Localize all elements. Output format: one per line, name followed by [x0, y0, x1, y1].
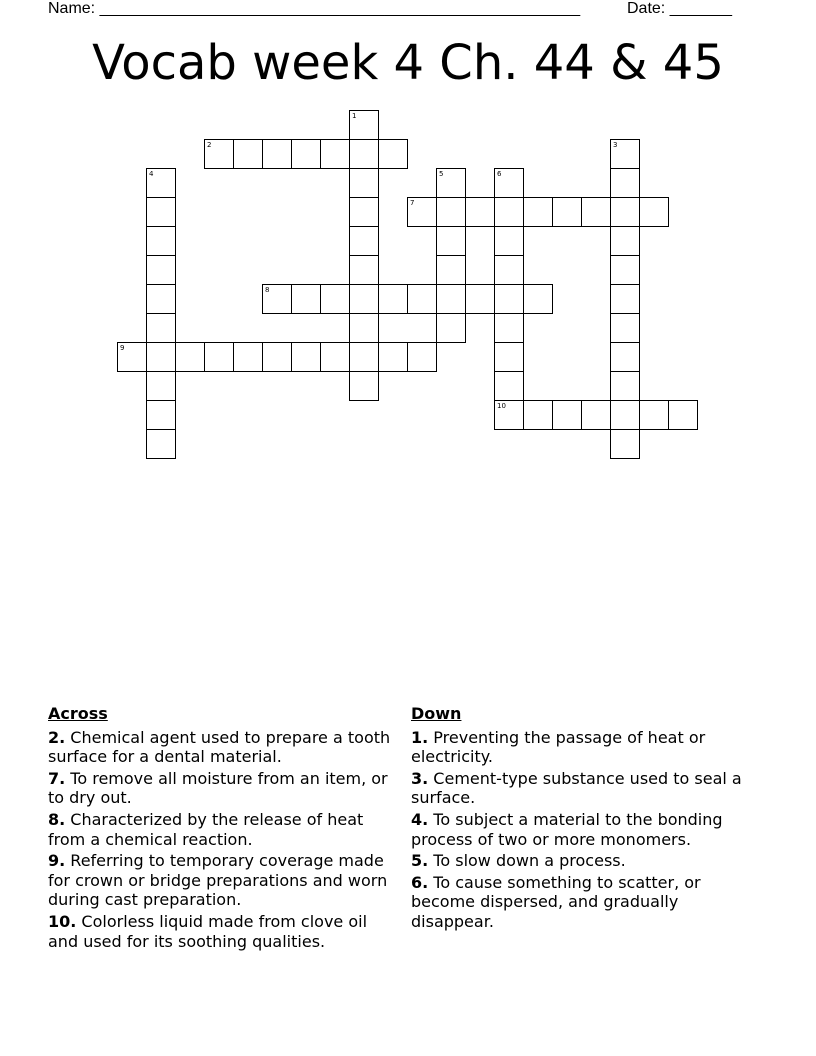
clue-number: 5: [439, 170, 444, 178]
grid-cell[interactable]: [349, 371, 379, 401]
down-clues: [411, 704, 751, 934]
grid-cell[interactable]: [146, 371, 176, 401]
clue-number-label: 5.: [411, 851, 429, 871]
across-clue: [48, 912, 400, 951]
grid-cell[interactable]: [291, 342, 321, 372]
grid-cell[interactable]: [494, 197, 524, 227]
grid-cell[interactable]: [610, 226, 640, 256]
across-clues: [48, 704, 400, 953]
clue-number: 3: [613, 141, 618, 149]
grid-cell[interactable]: [465, 284, 495, 314]
grid-cell[interactable]: [349, 284, 379, 314]
grid-cell[interactable]: [523, 284, 553, 314]
clue-text: Characterized by the release of heat from a chemical reaction.: [48, 809, 364, 849]
grid-cell[interactable]: [378, 284, 408, 314]
grid-cell[interactable]: [465, 197, 495, 227]
grid-cell[interactable]: [146, 168, 176, 198]
grid-cell[interactable]: [581, 197, 611, 227]
clue-text: Preventing the passage of heat or electricity.: [411, 727, 706, 767]
grid-cell[interactable]: [349, 313, 379, 343]
grid-cell[interactable]: [233, 139, 263, 169]
grid-cell[interactable]: [436, 197, 466, 227]
down-clue: [411, 769, 751, 808]
grid-cell[interactable]: [146, 226, 176, 256]
down-clue: [411, 873, 751, 932]
grid-cell[interactable]: [349, 139, 379, 169]
clue-number: 8: [265, 286, 270, 294]
clue-text: To slow down a process.: [428, 851, 626, 871]
across-clue: [48, 851, 400, 910]
grid-cell[interactable]: [378, 139, 408, 169]
grid-cell[interactable]: [436, 313, 466, 343]
date-line: Date: _______: [627, 0, 732, 17]
across-clue-list: [48, 728, 400, 952]
grid-cell[interactable]: [204, 342, 234, 372]
grid-cell[interactable]: [320, 284, 350, 314]
grid-cell[interactable]: [349, 197, 379, 227]
grid-cell[interactable]: [610, 255, 640, 285]
grid-cell[interactable]: [262, 342, 292, 372]
grid-cell[interactable]: [407, 284, 437, 314]
grid-cell[interactable]: [494, 255, 524, 285]
grid-cell[interactable]: [349, 255, 379, 285]
clue-text: To subject a material to the bonding process of two or more monomers.: [411, 809, 723, 849]
clue-number: 2: [207, 141, 212, 149]
grid-cell[interactable]: [610, 168, 640, 198]
clue-text: To remove all moisture from an item, or to dry out.: [48, 768, 388, 808]
grid-cell[interactable]: [349, 342, 379, 372]
clue-number-label: 6.: [411, 872, 429, 892]
grid-cell[interactable]: [262, 284, 292, 314]
grid-cell[interactable]: [117, 342, 147, 372]
grid-cell[interactable]: [494, 168, 524, 198]
down-clue: [411, 851, 751, 871]
clue-number-label: 3.: [411, 768, 429, 788]
across-clue: [48, 810, 400, 849]
grid-cell[interactable]: [146, 342, 176, 372]
grid-cell[interactable]: [320, 139, 350, 169]
clue-number: 6: [497, 170, 502, 178]
grid-cell[interactable]: [610, 139, 640, 169]
grid-cell[interactable]: [146, 197, 176, 227]
down-clue: [411, 728, 751, 767]
grid-cell[interactable]: [262, 139, 292, 169]
grid-cell[interactable]: [610, 197, 640, 227]
grid-cell[interactable]: [494, 313, 524, 343]
grid-cell[interactable]: [523, 197, 553, 227]
grid-cell[interactable]: [610, 429, 640, 459]
grid-cell[interactable]: [436, 284, 466, 314]
page-title: Vocab week 4 Ch. 44 & 45: [92, 35, 724, 91]
grid-cell[interactable]: [610, 342, 640, 372]
grid-cell[interactable]: [175, 342, 205, 372]
grid-cell[interactable]: [610, 400, 640, 430]
clue-number-label: 8.: [48, 809, 66, 829]
grid-cell[interactable]: [668, 400, 698, 430]
grid-cell[interactable]: [204, 139, 234, 169]
across-clue: [48, 769, 400, 808]
grid-cell[interactable]: [639, 400, 669, 430]
down-heading: Down: [411, 704, 462, 723]
grid-cell[interactable]: [436, 255, 466, 285]
grid-cell[interactable]: [146, 429, 176, 459]
grid-cell[interactable]: [639, 197, 669, 227]
grid-cell[interactable]: [436, 226, 466, 256]
grid-cell[interactable]: [291, 284, 321, 314]
clue-number-label: 2.: [48, 727, 66, 747]
grid-cell[interactable]: [320, 342, 350, 372]
clue-number: 1: [352, 112, 357, 120]
grid-cell[interactable]: [436, 168, 466, 198]
clue-number: 9: [120, 344, 125, 352]
grid-cell[interactable]: [349, 168, 379, 198]
clue-text: Referring to temporary coverage made for crown or bridge preparations and worn during cast preparation.: [48, 851, 388, 910]
grid-cell[interactable]: [146, 255, 176, 285]
grid-cell[interactable]: [552, 400, 582, 430]
clue-number-label: 10.: [48, 911, 77, 931]
grid-cell[interactable]: [291, 139, 321, 169]
grid-cell[interactable]: [494, 226, 524, 256]
grid-cell[interactable]: [349, 226, 379, 256]
clue-number: 4: [149, 170, 154, 178]
down-clue-list: [411, 728, 751, 932]
grid-cell[interactable]: [552, 197, 582, 227]
grid-cell[interactable]: [610, 371, 640, 401]
across-clue: [48, 728, 400, 767]
grid-cell[interactable]: [494, 371, 524, 401]
grid-cell[interactable]: [407, 342, 437, 372]
name-line: Name: ______________________________________________________: [48, 0, 581, 17]
across-heading: Across: [48, 704, 108, 723]
clue-number-label: 7.: [48, 768, 66, 788]
clue-number-label: 1.: [411, 727, 429, 747]
clue-text: To cause something to scatter, or become dispersed, and gradually disappear.: [411, 872, 701, 931]
clue-text: Chemical agent used to prepare a tooth surface for a dental material.: [48, 727, 391, 767]
clue-text: Colorless liquid made from clove oil and used for its soothing qualities.: [48, 911, 368, 951]
grid-cell[interactable]: [146, 400, 176, 430]
grid-cell[interactable]: [610, 313, 640, 343]
clue-number: 10: [497, 402, 506, 410]
grid-cell[interactable]: [378, 342, 408, 372]
grid-cell[interactable]: [146, 313, 176, 343]
grid-cell[interactable]: [407, 197, 437, 227]
down-clue: [411, 810, 751, 849]
grid-cell[interactable]: [494, 400, 524, 430]
grid-cell[interactable]: [494, 342, 524, 372]
grid-cell[interactable]: [581, 400, 611, 430]
grid-cell[interactable]: [233, 342, 263, 372]
clue-number: 7: [410, 199, 415, 207]
clue-text: Cement-type substance used to seal a surface.: [411, 768, 742, 808]
grid-cell[interactable]: [349, 110, 379, 140]
grid-cell[interactable]: [610, 284, 640, 314]
grid-cell[interactable]: [146, 284, 176, 314]
grid-cell[interactable]: [494, 284, 524, 314]
grid-cell[interactable]: [523, 400, 553, 430]
clue-number-label: 9.: [48, 851, 66, 871]
clue-number-label: 4.: [411, 809, 429, 829]
